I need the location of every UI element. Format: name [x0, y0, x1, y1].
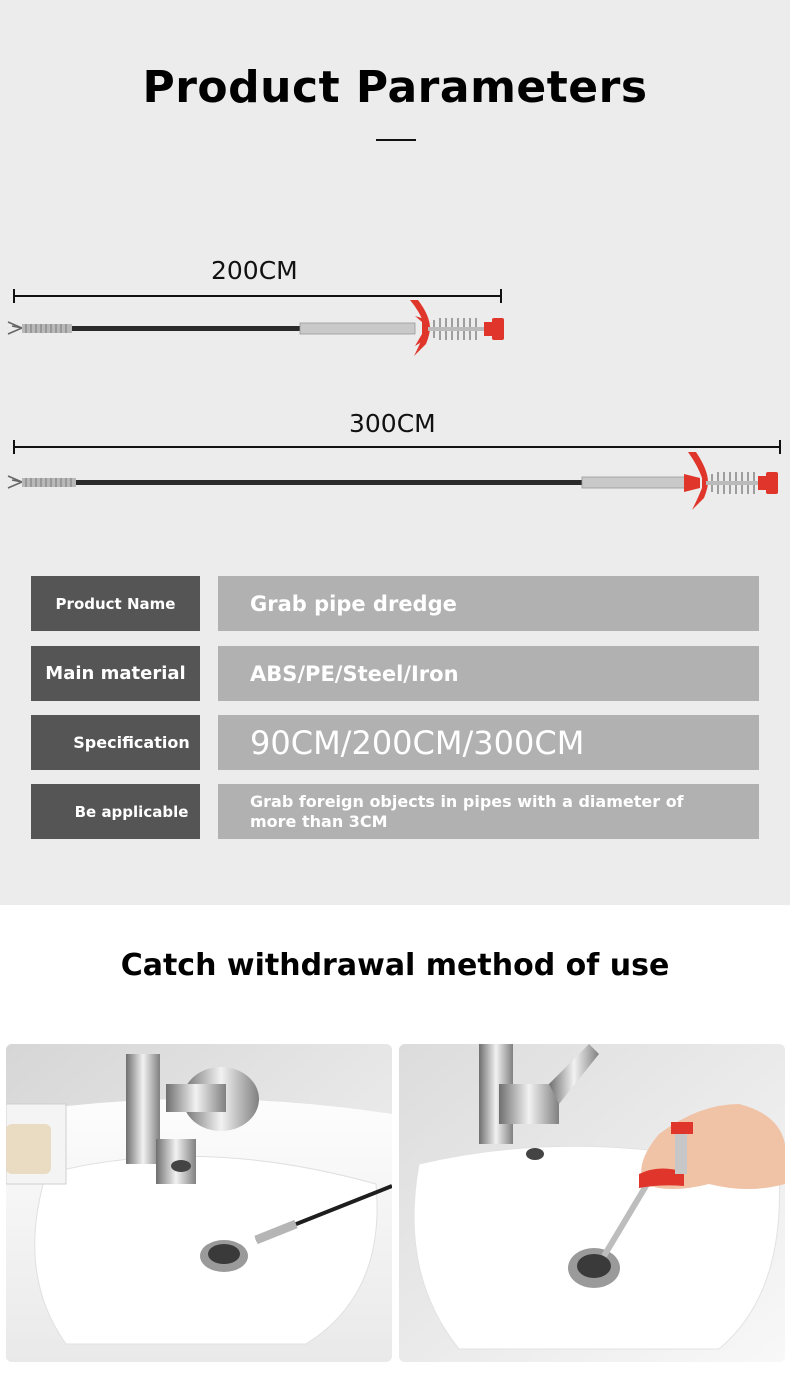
short-tool-graphic	[0, 286, 520, 366]
short-tool-length-label: 200CM	[211, 256, 298, 285]
sink-insert-illustration	[6, 1044, 392, 1362]
usage-photo-withdraw	[399, 1044, 785, 1362]
spec-label-product-name: Product Name	[31, 576, 200, 631]
spec-value-applicable: Grab foreign objects in pipes with a diameter of more than 3CM	[218, 784, 759, 839]
usage-title: Catch withdrawal method of use	[120, 948, 670, 983]
spec-label-specification: Specification	[31, 715, 200, 770]
spec-value-product-name: Grab pipe dredge	[218, 576, 759, 631]
title-underline	[376, 139, 416, 141]
long-tool-length-label: 300CM	[349, 409, 436, 438]
usage-photo-insert	[6, 1044, 392, 1362]
sink-withdraw-illustration	[399, 1044, 785, 1362]
spec-label-applicable: Be applicable	[31, 784, 200, 839]
spec-value-specification: 90CM/200CM/300CM	[218, 715, 759, 770]
spec-value-main-material: ABS/PE/Steel/Iron	[218, 646, 759, 701]
long-tool-graphic	[0, 438, 790, 518]
spec-label-main-material: Main material	[31, 646, 200, 701]
page-title: Product Parameters	[142, 62, 648, 113]
